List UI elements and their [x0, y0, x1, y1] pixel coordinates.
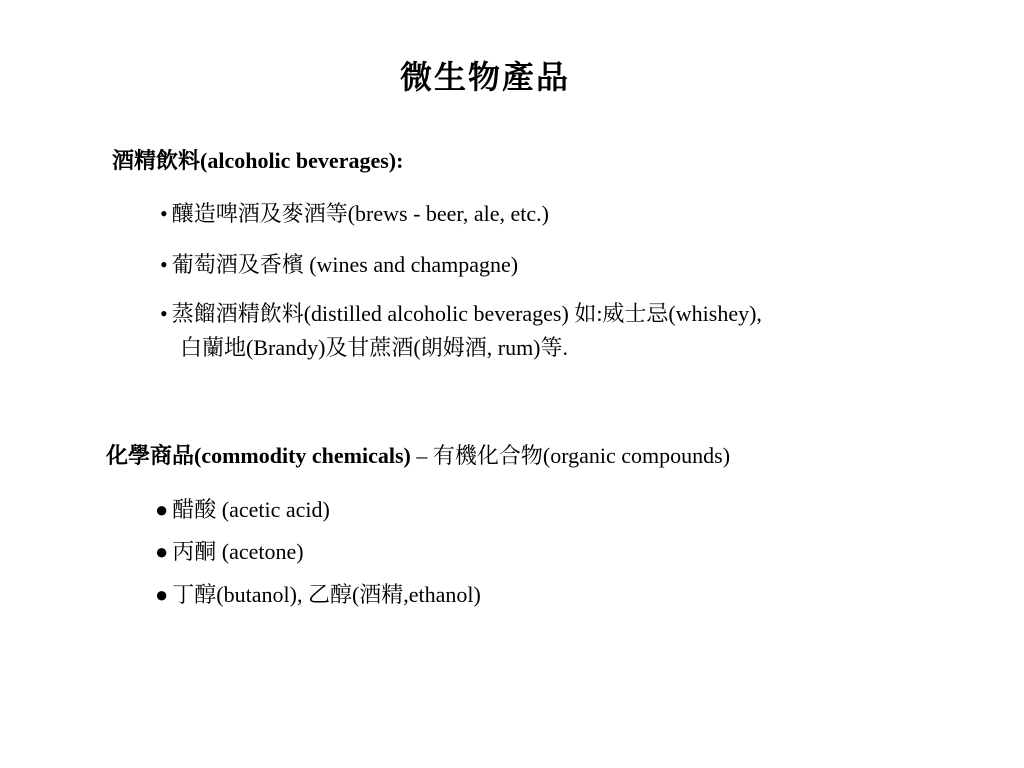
list-item-text: 醋酸 (acetic acid)	[172, 497, 330, 522]
commodity-chemicals-heading	[106, 443, 730, 469]
list-item	[160, 249, 518, 281]
bullet-icon: ●	[155, 582, 169, 607]
alcoholic-beverages-heading-text: 酒精飲料(alcoholic beverages):	[112, 148, 404, 173]
list-item	[160, 298, 762, 330]
list-item	[155, 536, 304, 568]
list-item-text: 釀造啤酒及麥酒等(brews - beer, ale, etc.)	[171, 201, 549, 226]
list-item	[155, 579, 481, 611]
list-item-continuation: 白蘭地(Brandy)及甘蔗酒(朗姆酒, rum)等.	[180, 335, 569, 360]
list-item	[155, 494, 330, 526]
slide-title: 微生物產品	[399, 59, 570, 95]
commodity-chemicals-heading-rest: – 有機化合物(organic compounds)	[410, 443, 731, 468]
list-item-text: 丙酮 (acetone)	[172, 539, 304, 564]
list-item-text: 蒸餾酒精飲料(distilled alcoholic beverages) 如:威士忌(whishey),	[171, 301, 762, 326]
bullet-icon: ●	[155, 539, 169, 564]
list-item	[160, 198, 549, 230]
bullet-icon: •	[160, 301, 168, 326]
list-item-text: 丁醇(butanol), 乙醇(酒精,ethanol)	[172, 582, 481, 607]
alcoholic-beverages-heading	[112, 148, 403, 174]
list-item-text: 葡萄酒及香檳 (wines and champagne)	[171, 252, 519, 277]
bullet-icon: •	[160, 252, 168, 277]
bullet-icon: •	[160, 201, 168, 226]
bullet-icon: ●	[155, 497, 169, 522]
commodity-chemicals-heading-bold: 化學商品(commodity chemicals)	[106, 443, 411, 468]
